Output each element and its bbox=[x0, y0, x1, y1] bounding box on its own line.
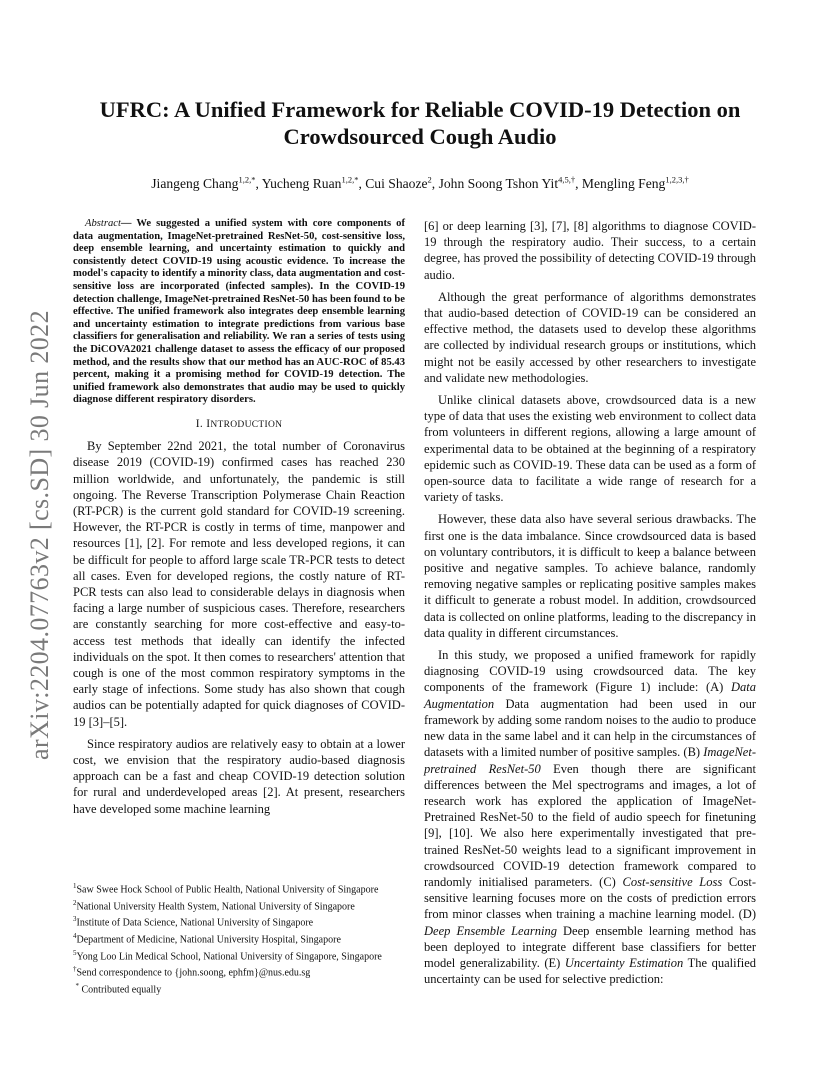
footnote: $^4$Department of Medicine, National University Hospital, Singapore bbox=[73, 931, 341, 946]
intro-paragraph-2: Since respiratory audios are relatively easy to obtain at a lower cost, we envision that the respiratory audio-based diagnosis approach can be a fast and cheap COVID-19 detection solution for rural and underdeveloped areas [2]. At present, researchers have developed some machine learning bbox=[73, 736, 405, 816]
right-paragraph-2: Although the great performance of algorithms demonstrates that audio-based detection of COVID-19 can be considered an effective method, the datasets used to develop these algorithms are collected by individual research groups or institutions, which might not be easily accessed by other researchers to investigate and validate new methodologies. bbox=[424, 289, 756, 385]
abstract bbox=[73, 218, 405, 407]
abstract-text: — We suggested a unified system with core components of data augmentation, ImageNet-pretrained ResNet-50, cost-sensitive loss, deep ensemble learning, and uncertainty estimation to quickly and consistently detect COVID-19 using acoustic evidence. To increase the model's capacity to identify a minority class, data augmentation and cost-sensitive loss are incorporated (infected samples). In the COVID-19 detection challenge, ImageNet-pretrained ResNet-50 has been found to be effective. The unified framework also integrates deep ensemble learning and uncertainty estimation to integrate predictions from various base classifiers for generalisation and reliability. We ran a series of tests using the DiCOVA2021 challenge dataset to assess the efficacy of our proposed method, and the results show that our method has an AUC-ROC of 85.43 percent, making it a promising method for COVID-19 detection. The unified framework also demonstrates that audio may be used to quickly diagnose different respiratory disorders. bbox=[73, 218, 405, 406]
author: Cui Shaoze$^2$, bbox=[365, 174, 439, 191]
author: Yucheng Ruan$^{1,2,*}$, bbox=[261, 174, 366, 191]
author: John Soong Tshon Yit$^{4,5,\dagger}$, bbox=[438, 174, 582, 191]
intro-paragraph-1: By September 22nd 2021, the total number of Coronavirus disease 2019 (COVID-19) confirmed cases has reached 230 million worldwide, and unfortunately, the pandemic is still ongoing. The Reverse Transcription Polymerase Chain Reaction (RT-PCR) is the current gold standard for COVID-19 screening. However, the RT-PCR is costly in terms of time, manpower and resources [1], [2]. For remote and less developed regions, it can be difficult for people to afford large scale TR-PCR tests to detect all cases. Even for developed regions, the costly nature of RT-PCR tests can also lead to considerable delays in diagnosis when facing a large number of suspicious cases. Therefore, researchers are constantly searching for more cost-effective and easy-to-access test methods that ideally can identify the infected individuals on the spot. It then comes to researchers' attention that cough is one of the most common respiratory symptoms in the early stage of infections. Some study has also shown that cough audios can be potentially adapted for quick diagnoses of COVID-19 [3]–[5]. bbox=[73, 439, 405, 729]
author: Jiangeng Chang$^{1,2,*}$, bbox=[151, 174, 262, 191]
footnote: * Contributed equally bbox=[75, 981, 162, 996]
footnotes bbox=[73, 880, 405, 996]
framework-component: Data Augmentation bbox=[424, 680, 756, 711]
framework-component: Cost-sensitive Loss bbox=[622, 874, 723, 889]
framework-component: Deep Ensemble Learning bbox=[424, 923, 557, 938]
footnote: $^2$National University Health System, National University of Singapore bbox=[73, 898, 355, 912]
author: Mengling Feng$^{1,2,3,\dagger}$ bbox=[581, 174, 689, 191]
arxiv-stamp-margin bbox=[0, 0, 66, 1072]
footnote: $^1$Saw Swee Hock School of Public Health, National University of Singapore bbox=[73, 882, 379, 896]
right-paragraph-4: However, these data also have several serious drawbacks. The first one is the data imbalance. Since crowdsourced data is based on voluntary contributors, it is difficult to keep a balance between positive and negative samples. To achieve balance, randomly removing negative samples or replicating positive samples makes it difficult to generate a robust model. In addition, crowdsourced data is collected on online platforms, leading to the discrepancy in data quality in different circumstances. bbox=[424, 512, 756, 640]
framework-component: ImageNet-pretrained ResNet-50 bbox=[424, 745, 756, 776]
right-column bbox=[424, 218, 756, 993]
abstract-label: Abstract bbox=[85, 218, 121, 229]
footnote: $^5$Yong Loo Lin Medical School, National University of Singapore, Singapore bbox=[73, 948, 382, 962]
right-paragraph-1: [6] or deep learning [3], [7], [8] algorithms to diagnose COVID-19 through the respiratory audio. Their success, to a certain degree, has proved the possibility of detecting COVID-19 through audio. bbox=[424, 219, 756, 282]
title-line-1: UFRC: A Unified Framework for Reliable COVID-19 Detection on bbox=[99, 97, 741, 122]
footnote: †Send correspondence to {john.soong, ephfm}@nus.edu.sg bbox=[73, 965, 311, 979]
right-paragraph-3: Unlike clinical datasets above, crowdsourced data is a new type of data that uses the existing web environment to collect data from volunteers in different regions, allowing a large amount of experimental data to be obtained at the beginning of a respiratory epidemic such as COVID-19. These data can be used as a form of open-source data to facilitate a wide range of research for a variety of tasks. bbox=[424, 393, 756, 505]
footnote: $^3$Institute of Data Science, National University of Singapore bbox=[73, 915, 314, 929]
paper-title bbox=[70, 96, 770, 150]
title-line-2: Crowdsourced Cough Audio bbox=[283, 124, 557, 149]
section-heading-introduction: I. INTRODUCTION bbox=[195, 417, 283, 430]
framework-component: Uncertainty Estimation bbox=[564, 955, 684, 970]
right-paragraph-5: In this study, we proposed a unified framework for rapidly diagnosing COVID-19 using crowdsourced data. The key components of the framework (Figure 1) include: (A) Data Augmentation Data augmentation had been used in our framework by adding some random noises to the audio to produce new data in the same label and it can help in the circumstances of datasets with a limited number of positive samples. (B) ImageNet-pretrained ResNet-50 Even though there are significant differences between the Mel spectrograms and images, a lot of research work has explored the application of ImageNet-Pretrained ResNet-50 to the field of audio speech for finetuning [9], [10]. We also here experimentally investigated that pre-trained ResNet-50 weights lead to a significant improvement in crowdsourced COVID-19 detection framework compared to randomly initialised parameters. (C) Cost-sensitive Loss Cost-sensitive learning focuses more on the costs of prediction errors from minor classes when training a machine learning model. (D) Deep Ensemble Learning Deep ensemble learning method has been deployed to integrate different base classifiers for better model generalizability. (E) Uncertainty Estimation The qualified uncertainty can be used for selective prediction: bbox=[424, 648, 757, 987]
author-list bbox=[70, 170, 770, 193]
left-column bbox=[73, 218, 405, 823]
arxiv-identifier[interactable]: arXiv:2204.07763v2 [cs.SD] 30 Jun 2022 bbox=[25, 310, 54, 760]
